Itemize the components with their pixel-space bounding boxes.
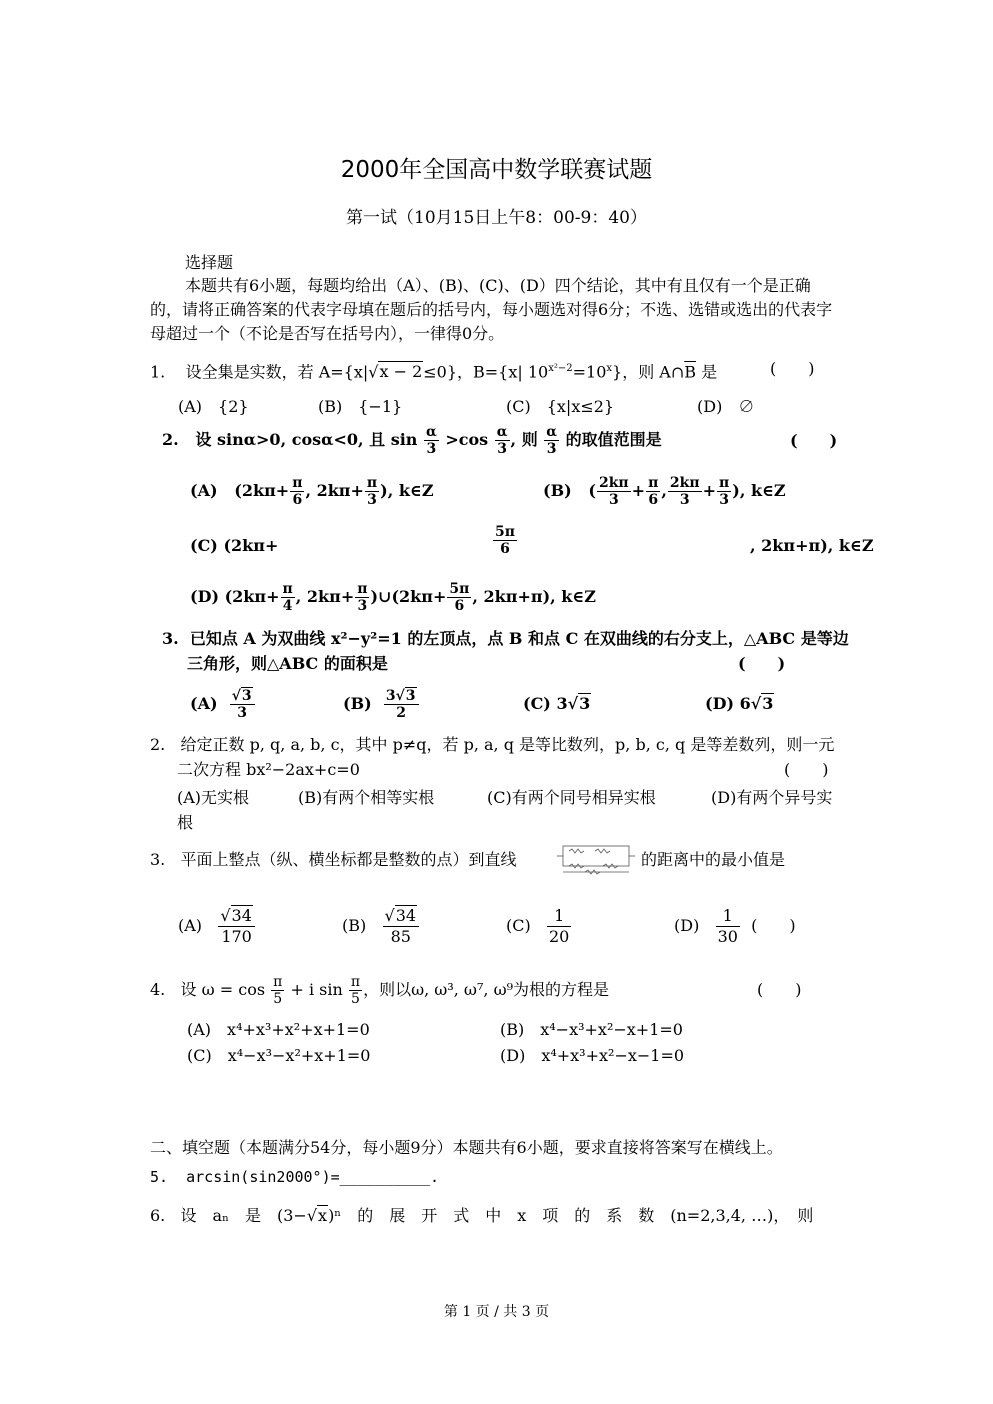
question-3-tail: 的距离中的最小值是	[641, 850, 786, 869]
option-d: (D) ∅	[697, 397, 755, 416]
answer-paren: ( )	[738, 654, 786, 673]
answer-paren: ( )	[757, 980, 802, 999]
option-d: (D)有两个异号实	[711, 788, 833, 807]
option-d: (D) (2kπ+ $\frac{\pi}{4}$ , 2kπ+ $\frac{\pi}{3}$ )∪(2kπ+ $\frac{5\pi}{6}$ , 2kπ+π), k∈Z	[190, 581, 596, 614]
option-c: (C) (2kπ+	[190, 536, 279, 555]
option-c-fraction: $\frac{5\pi}{6}$	[495, 524, 515, 557]
question-3-line2: 三角形，则△ABC 的面积是	[187, 654, 388, 673]
option-c: (C) $\frac{1}{20}$	[506, 906, 570, 946]
option-d: (D) 6√3	[705, 694, 774, 713]
page-footer: 第 1 页 / 共 3 页	[443, 1304, 550, 1320]
question-4: 4. 设 ω = cos $\frac{\pi}{5}$ + i sin $\frac{\pi}{5}$ ，则以ω, ω³, ω⁷, ω⁹为根的方程是	[150, 974, 610, 1007]
page-subtitle: 第一试（10月15日上午8：00-9：40）	[346, 208, 647, 228]
option-c: (C) x⁴−x³−x²+x+1=0	[187, 1046, 371, 1065]
option-c-end: , 2kπ+π), k∈Z	[750, 536, 874, 555]
question-2-line2: 二次方程 bx²−2ax+c=0	[177, 760, 360, 779]
option-c: (C) 3√3	[523, 694, 591, 713]
option-b: (B) $\frac{√34}{85}$	[342, 902, 420, 950]
option-c: (C)有两个同号相异实根	[487, 788, 656, 807]
section-intro: 本题共有6小题，每题均给出（A）、(B)、(C)、(D）四个结论，其中有且仅有一个是正确的，请将正确答案的代表字母填在题后的括号内，每小题选对得6分；不选、选错或选出的代表字母超过一个（不论是否写在括号内），一律得0分。	[150, 276, 833, 343]
question-6: 6. 设 aₙ 是 (3−√x)ⁿ 的 展 开 式 中 x 项 的 系 数 (n=2,3,4, …)， 则	[150, 1206, 814, 1225]
option-a: (A)无实根	[177, 788, 250, 807]
option-b: (B) ( $\frac{2k\pi}{3}$ + $\frac{\pi}{6}$ , $\frac{2k\pi}{3}$ + $\frac{\pi}{3}$ ), k∈Z	[543, 475, 786, 508]
option-d-wrap: 根	[177, 813, 194, 832]
question-1: 1. 设全集是实数，若 A={x|√x − 2≤0}，B={x| $10^{x^2-2}=10^x$}，则 $A\cap\overline{B}$ 是	[150, 362, 718, 382]
question-2-sequence: 2. 给定正数 p, q, a, b, c，其中 p≠q，若 p, a, q 是等比数列，p, b, c, q 是等差数列，则一元	[150, 735, 835, 754]
section-2-heading: 二、填空题（本题满分54分，每小题9分）本题共有6小题，要求直接将答案写在横线上。	[150, 1138, 783, 1157]
fraction: $\frac{\alpha}{3}$	[546, 424, 558, 457]
option-b: (B) $\frac{3√3}{2}$	[343, 684, 420, 724]
option-a: (A) $\frac{√34}{170}$	[178, 902, 256, 950]
option-b: (B) x⁴−x³+x²−x+1=0	[500, 1020, 683, 1039]
circuit-image	[555, 838, 637, 880]
question-3-distance: 3. 平面上整点（纵、横坐标都是整数的点）到直线	[150, 850, 517, 869]
section-heading: 选择题	[185, 253, 234, 272]
fraction: $\frac{\alpha}{3}$	[496, 424, 508, 457]
option-c: (C) {x|x≤2}	[506, 397, 615, 416]
option-a: (A) {2}	[178, 397, 249, 416]
option-a: (A) $\frac{√3}{3}$	[190, 684, 256, 724]
option-d: (D) x⁴+x³+x²−x−1=0	[500, 1046, 685, 1065]
answer-paren: ( )	[790, 431, 838, 450]
page-title: 2000年全国高中数学联赛试题	[340, 157, 653, 183]
option-b: (B) {−1}	[318, 397, 403, 416]
option-a: (A) (2kπ+ $\frac{\pi}{6}$ , 2kπ+ $\frac{\pi}{3}$ ), k∈Z	[190, 475, 434, 508]
option-d: (D) $\frac{1}{30}$ ( )	[674, 906, 796, 946]
question-3-hyperbola: 3. 已知点 A 为双曲线 x²−y²=1 的左顶点，点 B 和点 C 在双曲线的右分支上，△ABC 是等边	[162, 629, 849, 648]
option-a: (A) x⁴+x³+x²+x+1=0	[187, 1020, 370, 1039]
answer-paren: ( )	[770, 359, 815, 378]
option-b: (B)有两个相等实根	[298, 788, 435, 807]
fraction: $\frac{\alpha}{3}$	[426, 424, 437, 457]
question-number: 1.	[150, 362, 166, 382]
answer-paren: ( )	[784, 760, 829, 779]
question-2-trig: 2. 设 sinα>0, cosα<0, 且 sin $\frac{\alpha}{3}$ >cos $\frac{\alpha}{3}$ , 则 $\frac{\alpha}{3}$ 的取值范围是	[162, 424, 662, 457]
sqrt-symbol: √	[368, 362, 379, 382]
question-5: 5. arcsin(sin2000°)=__________.	[150, 1168, 439, 1186]
